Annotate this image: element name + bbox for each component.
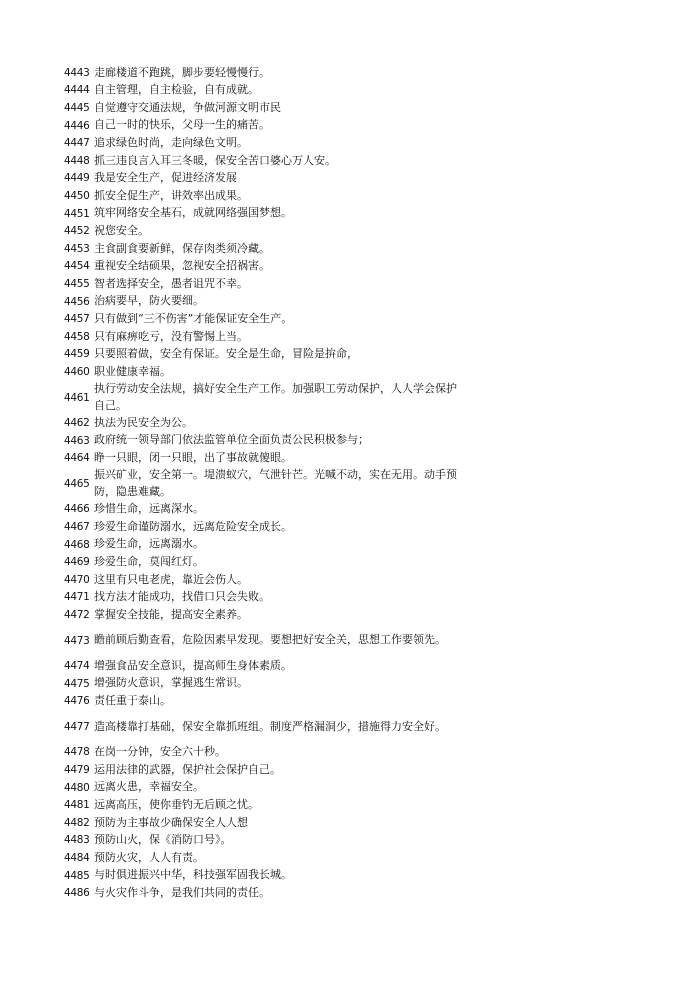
entry-text: 在岗一分钟，安全六十秒。 — [94, 745, 226, 759]
entry-text: 主食副食要新鲜，保存肉类须冷藏。 — [94, 241, 270, 255]
entry-text: 只有做到“三不伤害”才能保证安全生产。 — [94, 311, 293, 325]
list-item — [64, 832, 464, 850]
entry-number: 4462 — [64, 417, 90, 430]
entry-number: 4460 — [64, 365, 90, 378]
list-item — [64, 657, 464, 675]
entry-text: 责任重于泰山。 — [94, 694, 171, 708]
list-item — [64, 363, 464, 381]
entry-number: 4484 — [64, 851, 90, 864]
entry-number: 4480 — [64, 781, 90, 794]
entry-text: 珍惜生命，远离深水。 — [94, 502, 204, 516]
list-item — [64, 814, 464, 832]
list-item — [64, 779, 464, 797]
list-item — [64, 222, 464, 240]
entry-text: 找方法才能成功，找借口只会失败。 — [94, 590, 270, 604]
entry-number: 4445 — [64, 101, 90, 114]
entry-text: 自主管理，自主检验，自有成就。 — [94, 83, 259, 97]
entry-number: 4479 — [64, 763, 90, 776]
list-item — [64, 450, 464, 468]
list-item — [64, 134, 464, 152]
entry-text: 预防山火，保《消防口号》。 — [94, 833, 232, 847]
list-item — [64, 328, 464, 346]
entry-text: 睁一只眼，闭一只眼，出了事故就傻眼。 — [94, 451, 292, 465]
list-item — [64, 381, 464, 415]
entry-number: 4446 — [64, 119, 90, 132]
entry-number: 4481 — [64, 799, 90, 812]
list-item — [64, 796, 464, 814]
entry-text: 珍爱生命谨防溺水，远离危险安全成长。 — [94, 519, 292, 533]
entry-text: 我是安全生产，促进经济发展 — [94, 171, 237, 185]
entry-number: 4485 — [64, 869, 90, 882]
list-item — [64, 761, 464, 779]
list-item — [64, 571, 464, 589]
list-item — [64, 258, 464, 276]
entry-text: 自觉遵守交通法规，争做河源文明市民 — [94, 100, 281, 114]
list-item — [64, 606, 464, 624]
entry-number: 4461 — [64, 391, 90, 404]
entry-number: 4474 — [64, 660, 90, 673]
entry-number: 4449 — [64, 172, 90, 185]
entry-number: 4486 — [64, 887, 90, 900]
list-item — [64, 867, 464, 885]
entry-number: 4473 — [64, 634, 90, 647]
list-item — [64, 187, 464, 205]
entry-number: 4444 — [64, 84, 90, 97]
list-item — [64, 710, 464, 744]
entry-number: 4468 — [64, 538, 90, 551]
entry-text: 执法为民安全为公。 — [94, 415, 193, 429]
list-item — [64, 117, 464, 135]
entry-number: 4457 — [64, 313, 90, 326]
entry-number: 4452 — [64, 225, 90, 238]
entry-text: 珍爱生命，远离溺水。 — [94, 537, 204, 551]
entry-text: 这里有只电老虎，靠近会伤人。 — [94, 572, 248, 586]
entry-text: 预防为主事故少确保安全人人想 — [94, 815, 248, 829]
entry-text: 瞻前顾后勤查看，危险因素早发现。要想把好安全关，思想工作要领先。 — [94, 633, 446, 647]
entry-number: 4466 — [64, 503, 90, 516]
entry-text: 只要照着做，安全有保证。安全是生命，冒险是拚命， — [94, 347, 358, 361]
entry-number: 4469 — [64, 556, 90, 569]
entry-number: 4447 — [64, 137, 90, 150]
list-item — [64, 744, 464, 762]
entry-number: 4451 — [64, 207, 90, 220]
list-item — [64, 518, 464, 536]
entry-text: 重视安全结硕果，忽视安全招祸害。 — [94, 259, 270, 273]
entry-text: 只有麻痹吃亏，没有警惕上当。 — [94, 329, 248, 343]
entry-number: 4456 — [64, 295, 90, 308]
entry-number: 4472 — [64, 608, 90, 621]
entry-number: 4453 — [64, 242, 90, 255]
entry-text: 治病要早，防火要细。 — [94, 294, 204, 308]
entry-number: 4443 — [64, 66, 90, 79]
entry-number: 4478 — [64, 746, 90, 759]
list-item — [64, 414, 464, 432]
entry-text: 远离火患，幸福安全。 — [94, 780, 204, 794]
list-item — [64, 675, 464, 693]
list-item — [64, 884, 464, 902]
entry-text: 抓三违良言入耳三冬暖，保安全苦口婆心万人安。 — [94, 153, 336, 167]
entry-number: 4465 — [64, 477, 90, 490]
list-item — [64, 432, 464, 450]
entry-text: 振兴矿业，安全第一。堤溃蚁穴，气泄针芒。光喊不动，实在无用。动手预防，隐患难藏。 — [94, 468, 457, 498]
entry-number: 4448 — [64, 154, 90, 167]
entry-number: 4470 — [64, 573, 90, 586]
entry-text: 远离高压，使你垂钓无后顾之忧。 — [94, 797, 259, 811]
list-item — [64, 467, 464, 501]
entry-text: 自己一时的快乐，父母一生的痛苦。 — [94, 118, 270, 132]
entry-text: 智者选择安全，愚者诅咒不幸。 — [94, 276, 248, 290]
entry-text: 与时俱进振兴中华，科技强军固我长城。 — [94, 868, 292, 882]
list-item — [64, 624, 464, 658]
list-item — [64, 99, 464, 117]
entry-text: 珍爱生命，莫闯红灯。 — [94, 554, 204, 568]
entry-number: 4463 — [64, 434, 90, 447]
entry-number: 4475 — [64, 677, 90, 690]
list-item — [64, 693, 464, 711]
entry-number: 4467 — [64, 520, 90, 533]
entry-number: 4471 — [64, 591, 90, 604]
list-item — [64, 82, 464, 100]
list-item — [64, 293, 464, 311]
entry-text: 掌握安全技能，提高安全素养。 — [94, 607, 248, 621]
list-item — [64, 170, 464, 188]
entry-text: 祝您安全。 — [94, 223, 149, 237]
list-item — [64, 536, 464, 554]
entry-number: 4477 — [64, 720, 90, 733]
list-item — [64, 152, 464, 170]
entry-text: 职业健康幸福。 — [94, 364, 171, 378]
entry-number: 4458 — [64, 330, 90, 343]
list-item — [64, 849, 464, 867]
entry-text: 走廊楼道不跑跳，脚步要轻慢慢行。 — [94, 65, 270, 79]
list-item — [64, 553, 464, 571]
entry-text: 追求绿色时尚，走向绿色文明。 — [94, 135, 248, 149]
entry-number: 4450 — [64, 189, 90, 202]
list-item — [64, 310, 464, 328]
entry-text: 政府统一领导部门依法监管单位全面负责公民积极参与； — [94, 433, 369, 447]
list-item — [64, 205, 464, 223]
entry-text: 与火灾作斗争，是我们共同的责任。 — [94, 885, 270, 899]
entry-text: 筑牢网络安全基石，成就网络强国梦想。 — [94, 206, 292, 220]
list-item — [64, 589, 464, 607]
entry-text: 造高楼靠打基础，保安全靠抓班组。制度严格漏洞少，措施得力安全好。 — [94, 719, 446, 733]
entry-number: 4459 — [64, 348, 90, 361]
entry-text: 预防火灾，人人有责。 — [94, 850, 204, 864]
entry-number: 4455 — [64, 277, 90, 290]
entry-text: 执行劳动安全法规，搞好安全生产工作。加强职工劳动保护，人人学会保护自己。 — [94, 382, 457, 412]
entry-number: 4482 — [64, 816, 90, 829]
entry-text: 增强防火意识，掌握逃生常识。 — [94, 676, 248, 690]
list-item — [64, 501, 464, 519]
entry-number: 4483 — [64, 834, 90, 847]
entry-text: 抓安全促生产，讲效率出成果。 — [94, 188, 248, 202]
list-item — [64, 64, 464, 82]
entry-number: 4454 — [64, 260, 90, 273]
entry-number: 4476 — [64, 695, 90, 708]
list-item — [64, 240, 464, 258]
list-item — [64, 346, 464, 364]
entry-number: 4464 — [64, 452, 90, 465]
list-item — [64, 275, 464, 293]
entry-text: 运用法律的武器，保护社会保护自己。 — [94, 762, 281, 776]
entry-text: 增强食品安全意识，提高师生身体素质。 — [94, 658, 292, 672]
